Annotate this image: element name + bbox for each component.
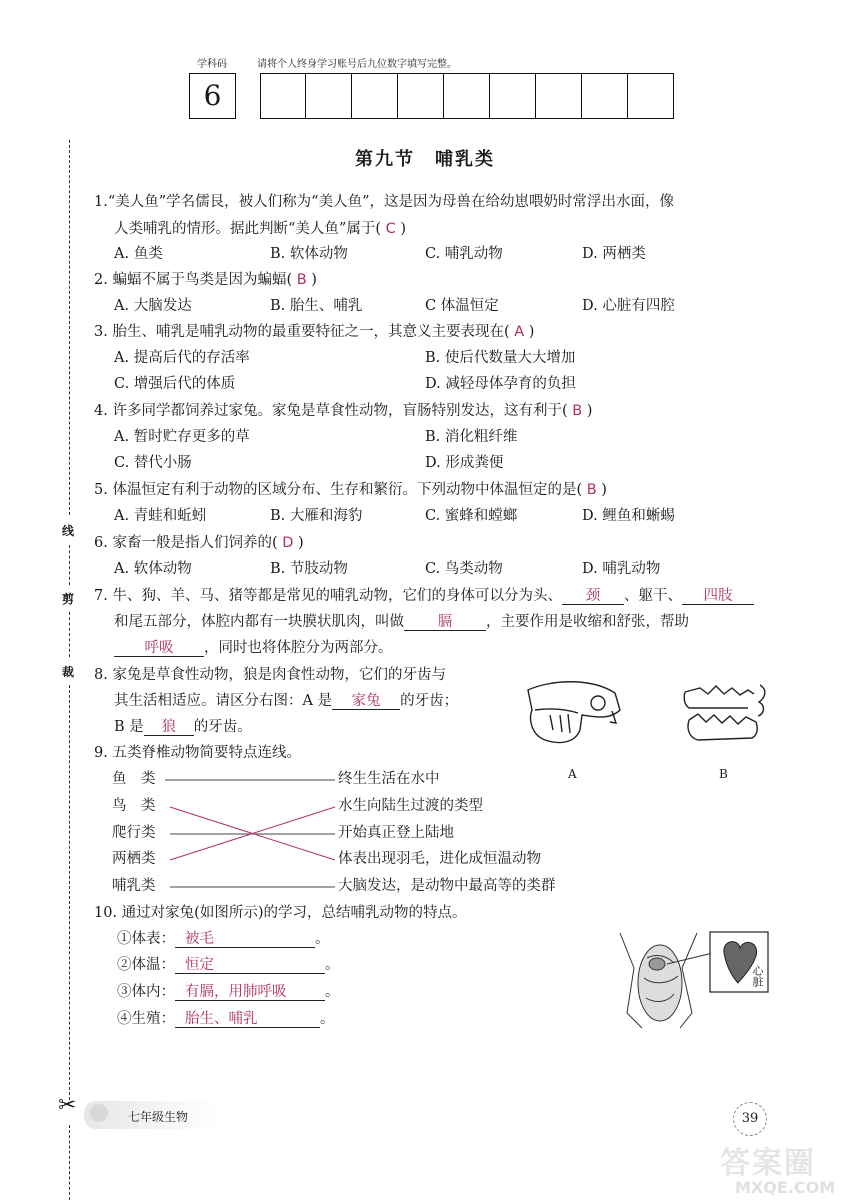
- q6-option-c: C. 鸟类动物: [425, 561, 503, 577]
- figure-label-b: B: [719, 767, 728, 781]
- q4-option-d: D. 形成粪便: [425, 455, 504, 471]
- side-label-cut: 剪: [62, 592, 75, 606]
- q10-blank-skin[interactable]: 被毛: [175, 932, 315, 948]
- rabbit-dissection-figure: [612, 928, 772, 1033]
- side-label-trim: 裁: [62, 665, 75, 679]
- q7-blank-breathing[interactable]: 呼吸: [114, 641, 204, 657]
- side-label-line: 线: [62, 524, 75, 538]
- q10-blank-temp[interactable]: 恒定: [175, 958, 325, 974]
- q9-left-reptile: 爬行类: [112, 825, 156, 841]
- account-id-cell[interactable]: [352, 73, 398, 119]
- q2-answer: B: [296, 272, 307, 288]
- figure-label-a: A: [568, 767, 577, 781]
- q3-option-d: D. 减轻母体孕育的负担: [425, 376, 576, 392]
- q1-line2: 人类哺乳的情形。据此判断“美人鱼”属于( C ): [114, 221, 406, 237]
- q9-right-4: 体表出现羽毛，进化成恒温动物: [338, 851, 541, 867]
- q6-answer: D: [282, 535, 294, 551]
- q5-answer: B: [586, 482, 597, 498]
- q8-line2: 其生活相适应。请区分右图：A 是 家兔 的牙齿；: [114, 693, 459, 709]
- q3-stem: 3. 胎生、哺乳是哺乳动物的最重要特征之一，其意义主要表现在( A ): [94, 324, 535, 340]
- footer-book-title: 七年级生物: [128, 1110, 189, 1124]
- q1-option-c: C. 哺乳动物: [425, 246, 503, 262]
- q4-option-a: A. 暂时贮存更多的草: [114, 429, 250, 445]
- q10-stem: 10. 通过对家兔(如图所示)的学习，总结哺乳动物的特点。: [94, 905, 467, 921]
- q3-option-b: B. 使后代数量大大增加: [425, 350, 576, 366]
- q4-stem: 4. 许多同学都饲养过家兔。家兔是草食性动物，盲肠特别发达，这有利于( B ): [94, 403, 593, 419]
- q2-option-d: D. 心脏有四腔: [582, 298, 675, 314]
- q4-option-c: C. 替代小肠: [114, 455, 192, 471]
- q8-blank-b[interactable]: 狼: [144, 720, 194, 736]
- q2-option-c: C 体温恒定: [425, 298, 499, 314]
- page-number: 39: [733, 1102, 767, 1136]
- q1-option-a: A. 鱼类: [114, 246, 163, 262]
- q7-line3: 呼吸 ，同时也将体腔分为两部分。: [114, 641, 393, 657]
- q7-line1: 7. 牛、狗、羊、马、猪等都是常见的哺乳动物，它们的身体可以分为头、 颈 、躯干、 四肢: [94, 589, 754, 605]
- q6-option-d: D. 哺乳动物: [582, 561, 661, 577]
- account-id-cell[interactable]: [628, 73, 674, 119]
- q10-blank-body[interactable]: 有膈，用肺呼吸: [175, 985, 325, 1001]
- q1-option-b: B. 软体动物: [270, 246, 348, 262]
- q9-left-mammal: 哺乳类: [112, 878, 156, 894]
- q9-left-amphibian: 两栖类: [112, 851, 156, 867]
- rabbit-skull-figure: [520, 675, 630, 750]
- q9-right-1: 终生生活在水中: [338, 771, 440, 787]
- q8-line1: 8. 家兔是草食性动物，狼是肉食性动物，它们的牙齿与: [94, 667, 446, 683]
- q7-blank-neck[interactable]: 颈: [562, 589, 624, 605]
- q7-blank-diaphragm[interactable]: 膈: [404, 615, 486, 631]
- q9-left-bird: 鸟 类: [112, 798, 156, 814]
- account-id-cell[interactable]: [260, 73, 306, 119]
- q2-stem: 2. 蝙蝠不属于鸟类是因为蝙蝠( B ): [94, 272, 317, 288]
- watermark-url: MXQE.COM: [735, 1178, 836, 1197]
- watermark-logo: 答案圈: [720, 1146, 816, 1181]
- account-id-cell[interactable]: [398, 73, 444, 119]
- footer-decoration-icon: [90, 1104, 108, 1122]
- q6-option-b: B. 节肢动物: [270, 561, 348, 577]
- q10-item-skin: ①体表： 被毛 。: [117, 931, 330, 947]
- q9-left-fish: 鱼 类: [112, 771, 156, 787]
- q10-blank-reproduction[interactable]: 胎生、哺乳: [175, 1012, 320, 1028]
- q5-option-a: A. 青蛙和蚯蚓: [114, 508, 207, 524]
- q4-answer: B: [572, 403, 583, 419]
- account-id-cell[interactable]: [536, 73, 582, 119]
- q1-option-d: D. 两栖类: [582, 246, 646, 262]
- instruction-text: 请将个人终身学习账号后九位数字填写完整。: [257, 59, 457, 70]
- q10-item-temp: ②体温： 恒定 。: [117, 957, 340, 973]
- q9-right-3: 开始真正登上陆地: [338, 825, 454, 841]
- q8-line3: B 是 狼 的牙齿。: [114, 719, 252, 735]
- page-title: 第九节 哺乳类: [355, 149, 495, 170]
- q5-stem: 5. 体温恒定有利于动物的区域分布、生存和繁衍。下列动物中体温恒定的是( B ): [94, 482, 607, 498]
- account-id-cell[interactable]: [444, 73, 490, 119]
- q3-option-c: C. 增强后代的体质: [114, 376, 236, 392]
- q3-answer: A: [514, 324, 525, 340]
- account-id-cell[interactable]: [582, 73, 628, 119]
- q3-option-a: A. 提高后代的存活率: [114, 350, 250, 366]
- subject-code-label: 学科码: [197, 59, 227, 70]
- q5-option-d: D. 鲤鱼和蜥蜴: [582, 508, 675, 524]
- account-id-cell[interactable]: [306, 73, 352, 119]
- q6-stem: 6. 家畜一般是指人们饲养的( D ): [94, 535, 304, 551]
- q9-matching-lines[interactable]: [160, 770, 340, 900]
- q5-option-b: B. 大雁和海豹: [270, 508, 363, 524]
- heart-label: 心脏: [751, 965, 764, 987]
- q1-line1: 1.“美人鱼”学名儒艮，被人们称为“美人鱼”，这是因为母兽在给幼崽喂奶时常浮出水面，像: [94, 194, 674, 210]
- q9-stem: 9. 五类脊椎动物简要特点连线。: [94, 745, 301, 761]
- q2-option-a: A. 大脑发达: [114, 298, 192, 314]
- q7-line2: 和尾五部分，体腔内都有一块膜状肌肉，叫做 膈 ，主要作用是收缩和舒张，帮助: [114, 614, 689, 630]
- wolf-skull-figure: [680, 680, 775, 750]
- q9-right-5: 大脑发达，是动物中最高等的类群: [338, 878, 556, 894]
- q1-answer: C: [385, 221, 396, 237]
- q7-blank-limbs[interactable]: 四肢: [682, 589, 754, 605]
- q10-item-body: ③体内： 有膈，用肺呼吸 。: [117, 984, 340, 1000]
- q4-option-b: B. 消化粗纤维: [425, 429, 518, 445]
- q8-blank-a[interactable]: 家兔: [332, 694, 400, 710]
- q9-right-2: 水生向陆生过渡的类型: [338, 798, 483, 814]
- scissors-icon: ✂: [58, 1093, 77, 1118]
- q5-option-c: C. 蜜蜂和螳螂: [425, 508, 518, 524]
- q2-option-b: B. 胎生、哺乳: [270, 298, 363, 314]
- q6-option-a: A. 软体动物: [114, 561, 192, 577]
- account-id-cell[interactable]: [490, 73, 536, 119]
- q10-item-reproduction: ④生殖： 胎生、哺乳 。: [117, 1011, 335, 1027]
- subject-code-box: 6: [189, 73, 236, 119]
